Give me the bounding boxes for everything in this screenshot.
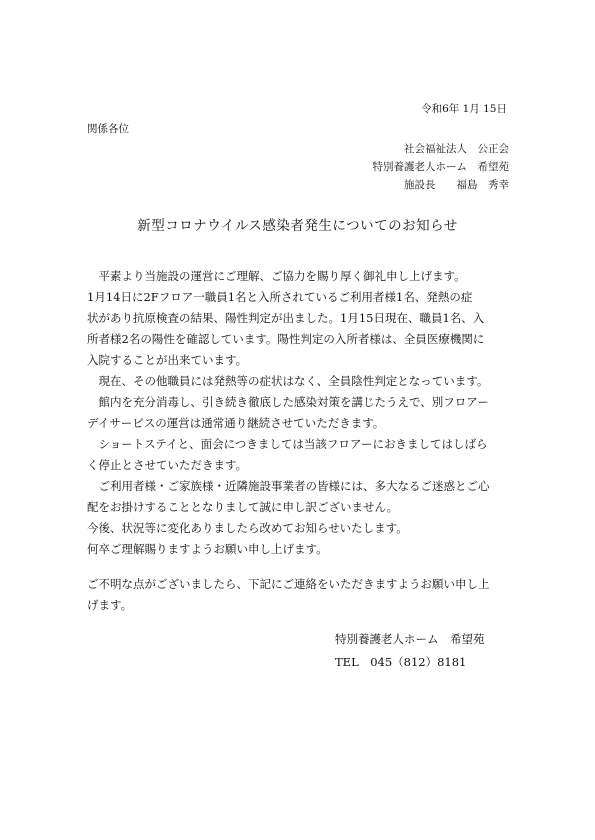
body-line: デイサービスの運営は通常通り継続させていただきます。 bbox=[87, 416, 385, 430]
body-line: 現在、その他職員には発熱等の症状はなく、全員陰性判定となっています。 bbox=[87, 374, 489, 388]
sender-corporation: 社会福祉法人 公正会 bbox=[404, 143, 509, 155]
body-line: 館内を充分消毒し、引き続き徹底した感染対策を講じたうえで、別フロアー bbox=[87, 395, 489, 409]
contact-line: ご不明な点がございましたら、下記にご連絡をいただきますようお願い申し上 bbox=[87, 577, 490, 591]
body-line: く停止とさせていただきます。 bbox=[87, 458, 248, 472]
body-line: 状があり抗原検査の結果、陽性判定が出ました。1月15日現在、職員1名、入 bbox=[87, 311, 485, 325]
body-line: 何卒ご理解賜りますようお願い申し上げます。 bbox=[87, 542, 328, 556]
body-line: 入院することが出来ています。 bbox=[87, 353, 248, 367]
contact-line: げます。 bbox=[87, 598, 133, 612]
body-line: 今後、状況等に変化ありましたら改めてお知らせいたします。 bbox=[87, 521, 408, 535]
date: 令和6年 1月 15日 bbox=[421, 103, 507, 115]
sender-facility: 特別養護老人ホーム 希望苑 bbox=[372, 161, 509, 173]
sender-director: 施設長 福島 秀幸 bbox=[404, 179, 509, 191]
body-line: 所者様2名の陽性を確認しています。陽性判定の入所者様は、全員医療機関に bbox=[87, 332, 485, 346]
body-line: ショートステイと、面会につきましては当該フロアーにおきましてはしばら bbox=[87, 437, 488, 451]
body-line: ご利用者様・ご家族様・近隣施設事業者の皆様には、多大なるご迷惑とご心 bbox=[87, 479, 490, 493]
document-title: 新型コロナウイルス感染者発生についてのお知らせ bbox=[137, 218, 458, 234]
addressee: 関係各位 bbox=[87, 123, 129, 135]
footer-facility: 特別養護老人ホーム 希望苑 bbox=[335, 632, 485, 646]
footer-tel: TEL 045（812）8181 bbox=[335, 655, 467, 669]
body-line: 配をお掛けすることとなりまして誠に申し訳ございません。 bbox=[87, 500, 399, 514]
body-line: 平素より当施設の運営にご理解、ご協力を賜り厚く御礼申し上げます。 bbox=[87, 269, 466, 283]
body-line: 1月14日に2Fフロア一職員1名と入所されているご利用者様1名、発熱の症 bbox=[87, 290, 473, 304]
